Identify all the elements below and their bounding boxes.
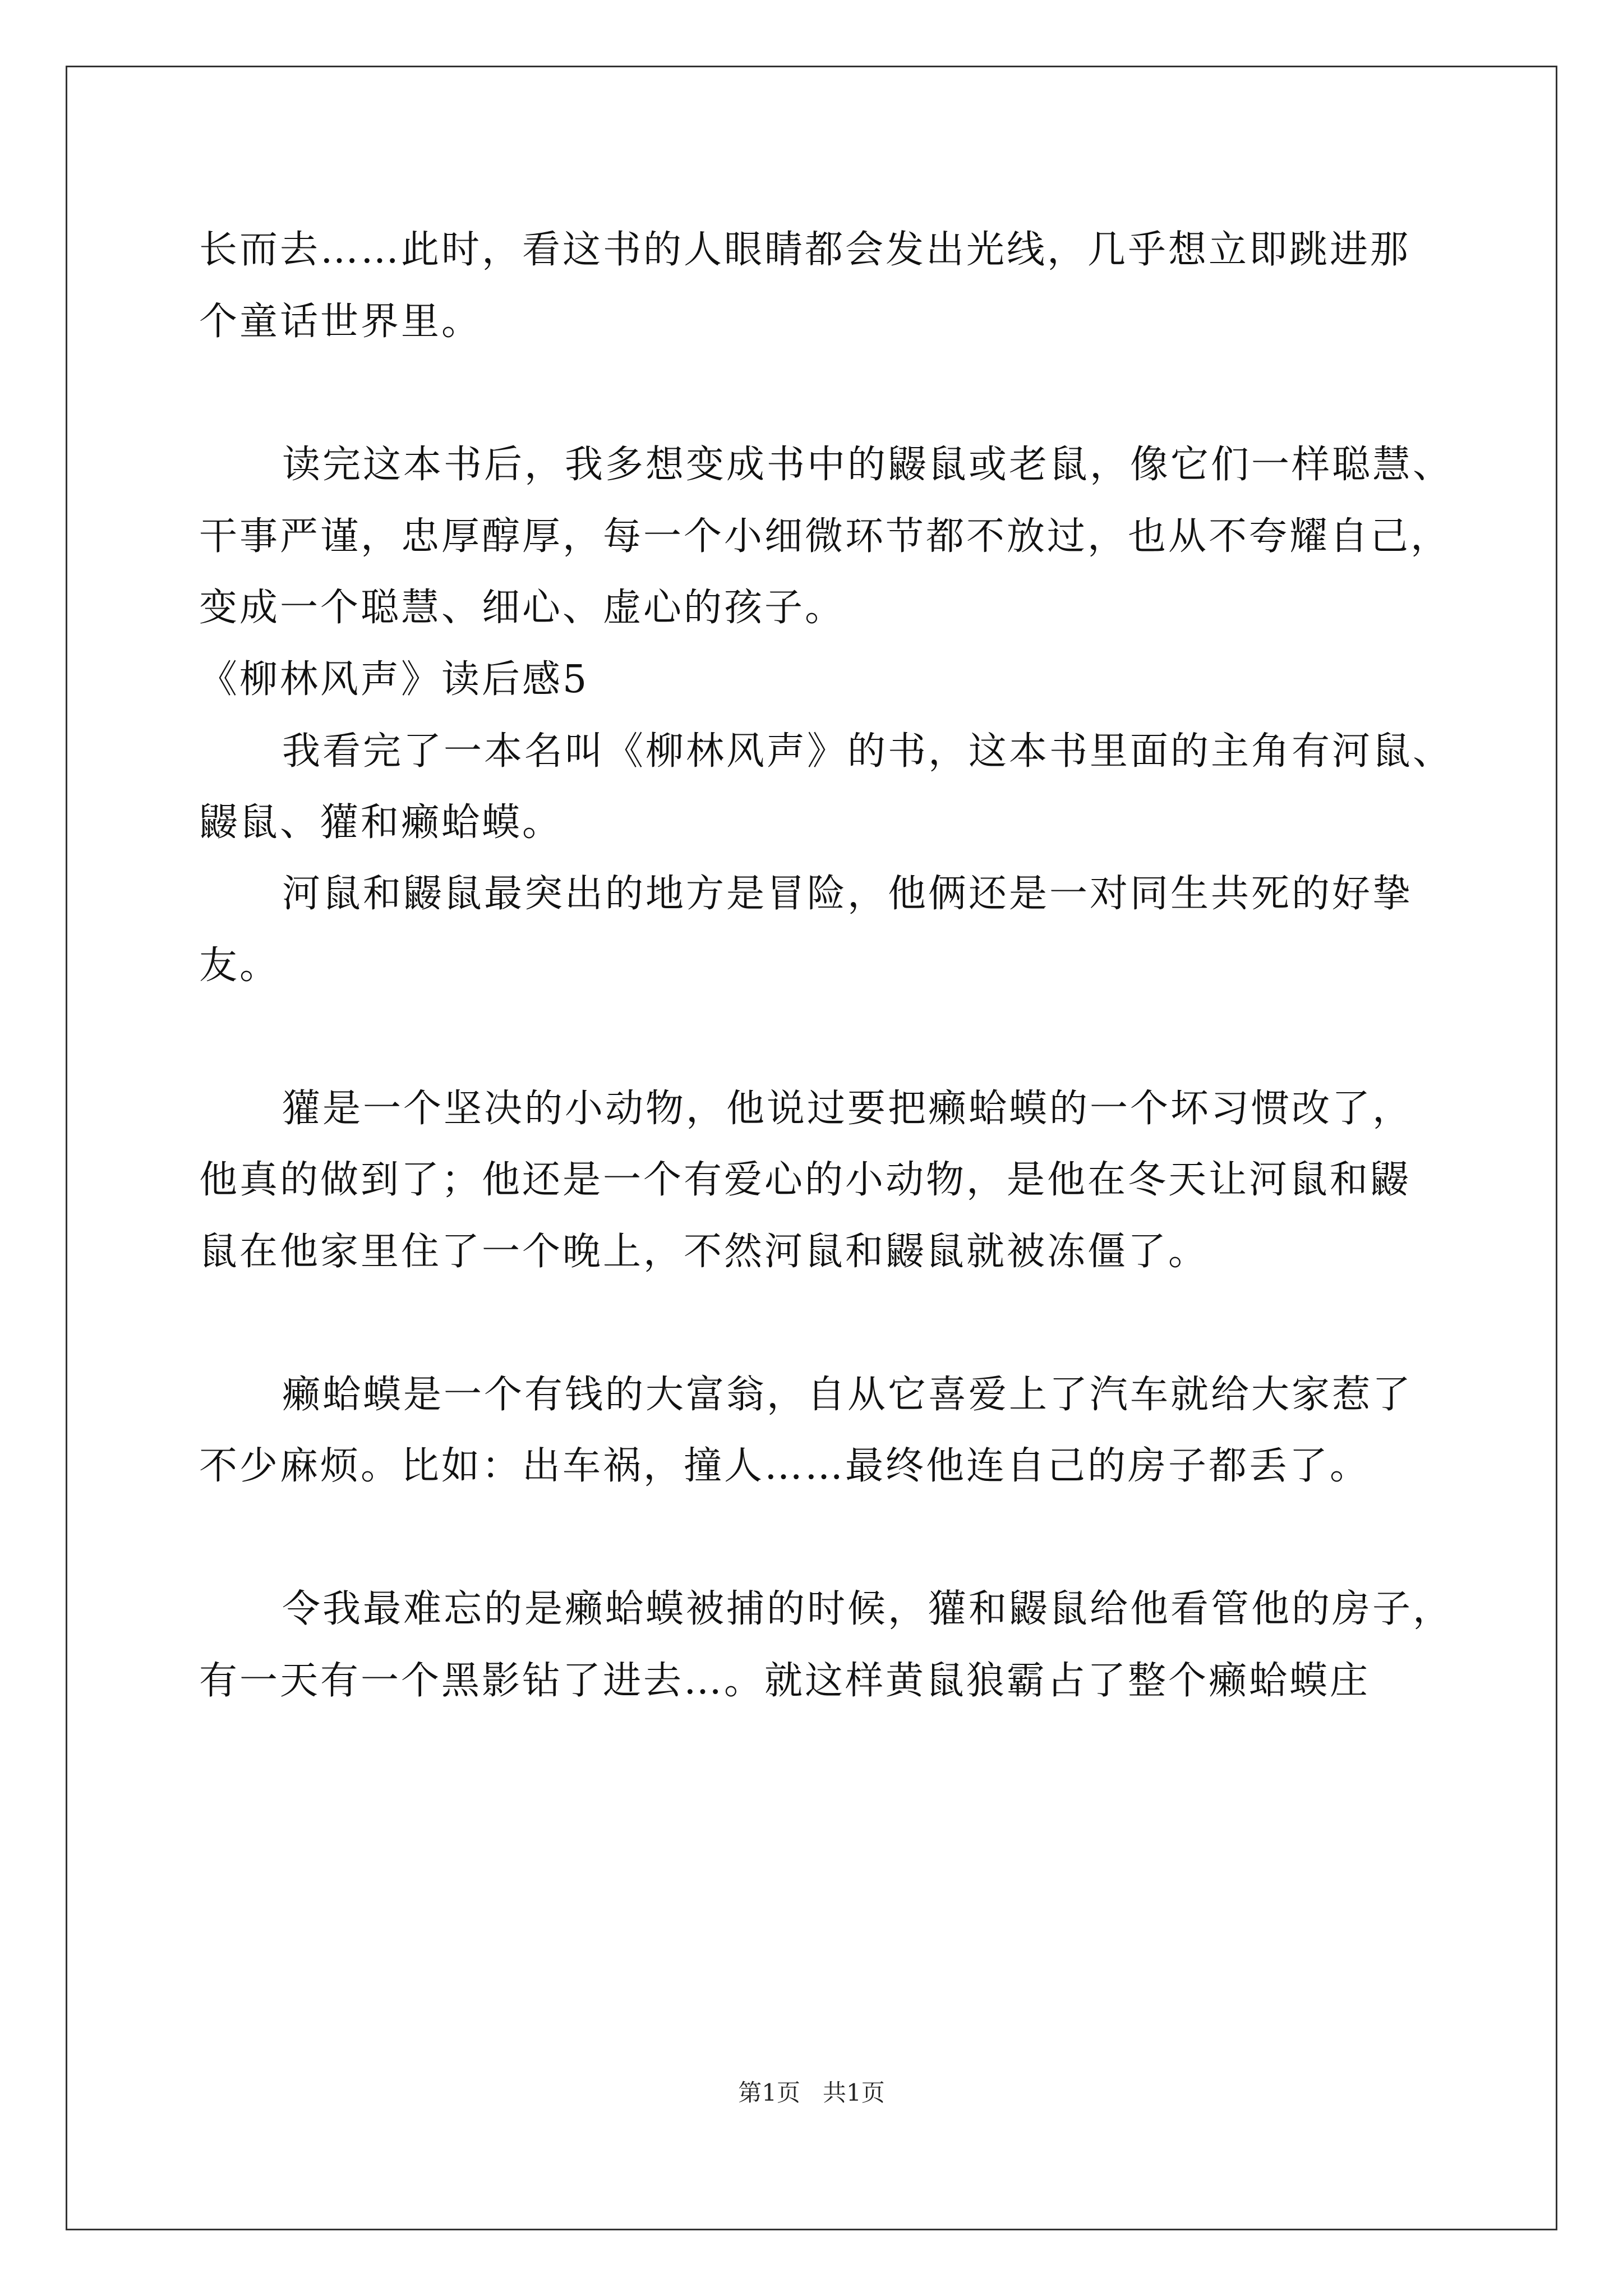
text-line: 有一天有一个黑影钻了进去…。就这样黄鼠狼霸占了整个癞蛤蟆庄: [199, 1659, 1371, 1703]
page-footer: 第1页 共1页: [738, 2079, 885, 2106]
text-line: 长而去……此时，看这书的人眼睛都会发出光线，几乎想立即跳进那: [199, 228, 1411, 272]
text-line: 鼠在他家里住了一个晚上，不然河鼠和鼹鼠就被冻僵了。: [199, 1230, 1209, 1274]
paragraph-start-line: 令我最难忘的是癞蛤蟆被捕的时候，獾和鼹鼠给他看管他的房子，: [282, 1587, 1454, 1631]
paragraph-start-line: 我看完了一本名叫《柳林风声》的书，这本书里面的主角有河鼠、: [282, 729, 1454, 774]
text-line: 干事严谨，忠厚醇厚，每一个小细微环节都不放过，也从不夸耀自己，: [199, 514, 1451, 559]
paragraph-start-line: 獾是一个坚决的小动物，他说过要把癞蛤蟆的一个坏习惯改了，: [282, 1087, 1413, 1131]
paragraph-start-line: 读完这本书后，我多想变成书中的鼹鼠或老鼠，像它们一样聪慧、: [282, 443, 1454, 487]
section-heading: 《柳林风声》读后感5: [199, 657, 589, 702]
text-line: 他真的做到了；他还是一个有爱心的小动物，是他在冬天让河鼠和鼹: [199, 1158, 1411, 1202]
paragraph-start-line: 河鼠和鼹鼠最突出的地方是冒险，他俩还是一对同生共死的好挚: [282, 872, 1413, 916]
text-line: 个童话世界里。: [199, 300, 482, 344]
text-line: 鼹鼠、獾和癞蛤蟆。: [199, 800, 563, 845]
text-line: 变成一个聪慧、细心、虚心的孩子。: [199, 586, 846, 630]
text-line: 友。: [199, 944, 280, 988]
page-border: [66, 66, 1557, 2230]
paragraph-start-line: 癞蛤蟆是一个有钱的大富翁，自从它喜爱上了汽车就给大家惹了: [282, 1373, 1413, 1417]
text-line: 不少麻烦。比如：出车祸，撞人……最终他连自己的房子都丢了。: [199, 1444, 1371, 1488]
